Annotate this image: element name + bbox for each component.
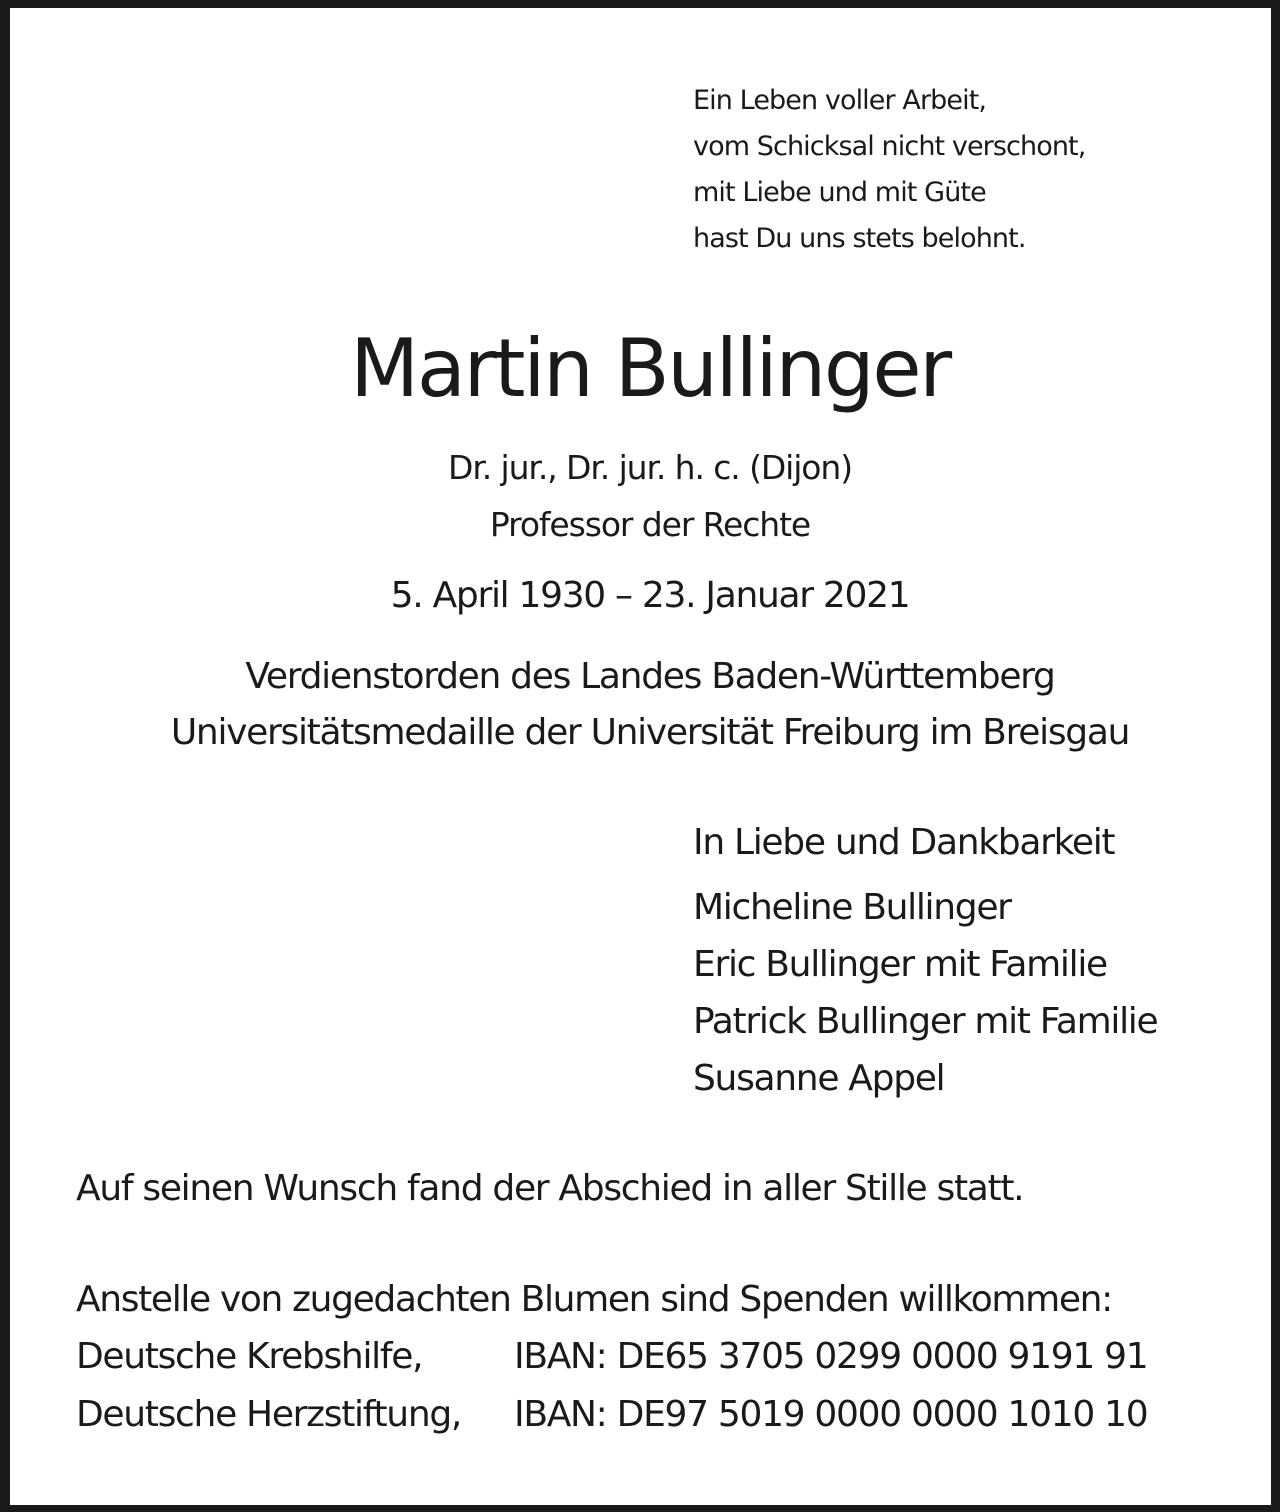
donation-iban: IBAN: DE65 3705 0299 0000 9191 91 xyxy=(514,1336,1148,1377)
poem-line: Ein Leben voller Arbeit, xyxy=(693,85,987,116)
life-dates: 5. April 1930 – 23. Januar 2021 xyxy=(390,575,910,616)
mourner-list xyxy=(693,879,1157,1107)
deceased-name: Martin Bullinger xyxy=(350,322,950,415)
poem-line: vom Schicksal nicht verschont, xyxy=(693,131,1086,162)
poem-line: hast Du uns stets belohnt. xyxy=(693,223,1026,254)
donation-iban: IBAN: DE97 5019 0000 0000 1010 10 xyxy=(514,1394,1148,1435)
poem-line: mit Liebe und mit Güte xyxy=(693,177,986,208)
farewell-notice: Auf seinen Wunsch fand der Abschied in aller Stille statt. xyxy=(76,1168,1024,1209)
donation-entry xyxy=(76,1386,1226,1444)
memorial-poem xyxy=(693,78,1085,262)
donation-org: Deutsche Krebshilfe, xyxy=(76,1336,423,1377)
mourner-name: Patrick Bullinger mit Familie xyxy=(693,1001,1158,1042)
donation-entry xyxy=(76,1328,1226,1386)
honor-line: Universitätsmedaille der Universität Freiburg im Breisgau xyxy=(170,712,1130,753)
donation-intro: Anstelle von zugedachten Blumen sind Spenden willkommen: xyxy=(76,1279,1112,1320)
academic-titles xyxy=(10,439,1280,553)
title-line: Professor der Rechte xyxy=(489,505,811,544)
honors xyxy=(10,649,1280,761)
mourner-name: Micheline Bullinger xyxy=(693,887,1011,928)
donation-org: Deutsche Herzstiftung, xyxy=(76,1394,462,1435)
signoff-line: In Liebe und Dankbarkeit xyxy=(693,822,1115,863)
honor-line: Verdienstorden des Landes Baden-Württemberg xyxy=(245,656,1055,697)
mourner-name: Susanne Appel xyxy=(693,1058,945,1099)
mourner-name: Eric Bullinger mit Familie xyxy=(693,944,1107,985)
title-line: Dr. jur., Dr. jur. h. c. (Dijon) xyxy=(448,448,852,487)
